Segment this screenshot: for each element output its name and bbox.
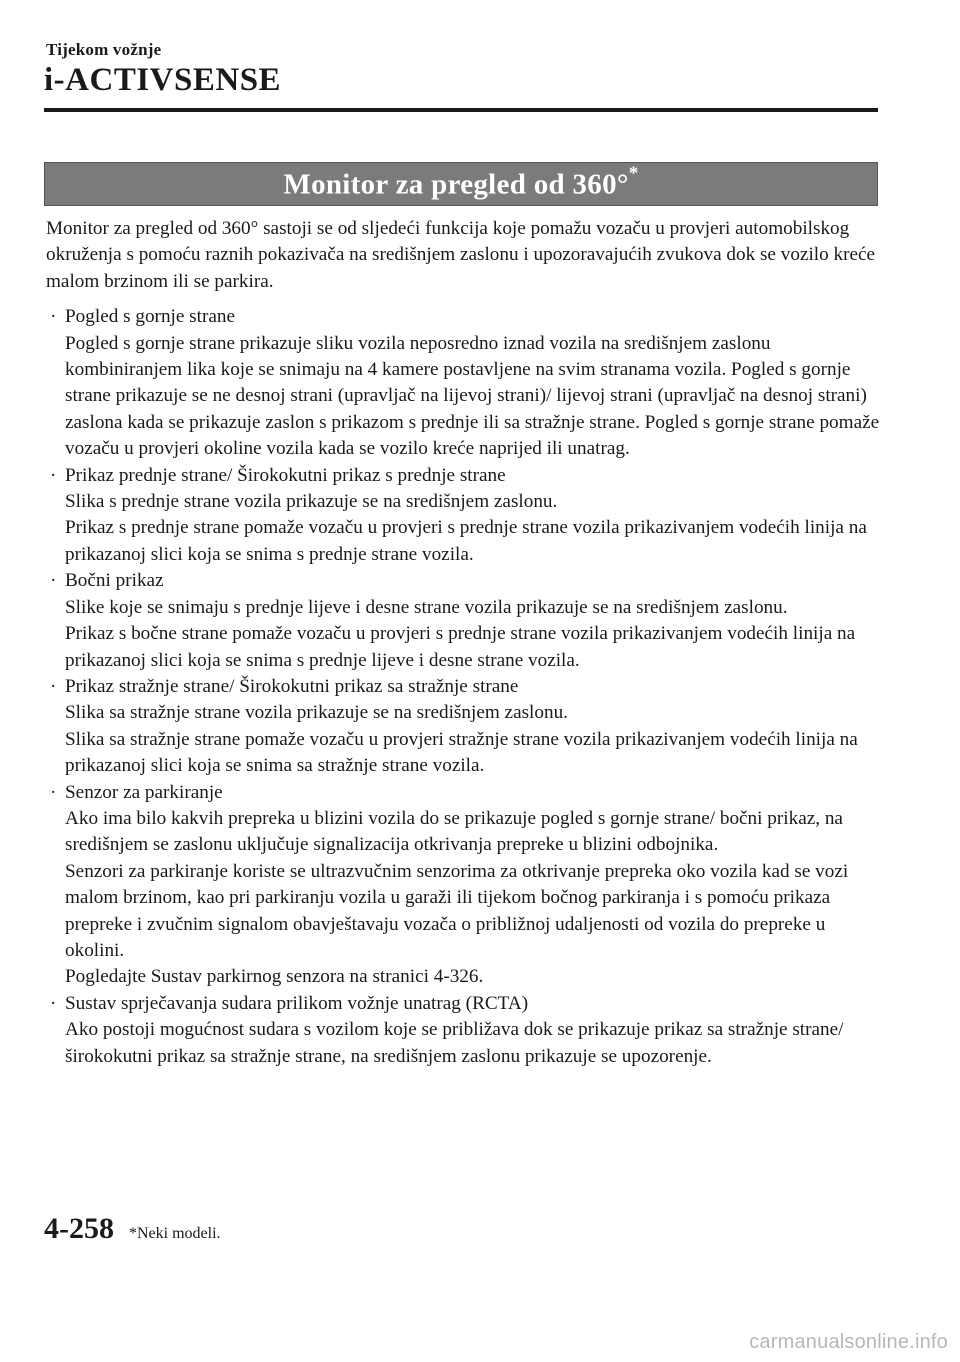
bullet-dot: · [50, 675, 57, 697]
section-title: i-ACTIVSENSE [44, 62, 282, 98]
feature-item [46, 674, 882, 780]
feature-description: Slika sa stražnje strane vozila prikazuje se na središnjem zaslonu. [65, 702, 568, 724]
body-content [46, 216, 882, 1070]
feature-title: Bočni prikaz [65, 570, 164, 592]
feature-title: Prikaz stražnje strane/ Širokokutni prikaz sa stražnje strane [65, 675, 519, 697]
watermark: carmanualsonline.info [749, 1331, 948, 1353]
feature-title: Sustav sprječavanja sudara prilikom vožnje unatrag (RCTA) [65, 992, 529, 1014]
feature-description: Slika sa stražnje strane pomaže vozaču u provjeri stražnje strane vozila prikazivanjem vodećih linija na prikazanoj slici koja se snima sa stražnje strane vozila. [65, 728, 858, 777]
feature-title: Prikaz prednje strane/ Širokokutni prikaz s prednje strane [65, 464, 506, 486]
intro-paragraph: Monitor za pregled od 360° sastoji se od sljedeći funkcija koje pomažu vozaču u provjeri automobilskog okruženja s pomoću raznih pokazivača na središnjem zaslonu i upozoravajućih zvukova dok se vozilo kreće malom brzinom ili se parkira. [46, 218, 876, 292]
section-kicker: Tijekom vožnje [46, 40, 162, 59]
feature-description: Slike koje se snimaju s prednje lijeve i desne strane vozila prikazuje se na središnjem zaslonu. [65, 596, 788, 618]
topic-title-text: Monitor za pregled od 360° [283, 168, 629, 201]
footnote-mark: * [628, 162, 639, 184]
bullet-dot: · [50, 570, 57, 592]
feature-item [46, 463, 882, 569]
feature-description: Prikaz s prednje strane pomaže vozaču u provjeri s prednje strane vozila prikazivanjem vodećih linija na prikazanoj slici koja se snima s prednje strane vozila. [65, 517, 867, 565]
feature-description: Pogled s gornje strane prikazuje sliku vozila neposredno iznad vozila na središnjem zaslonu kombiniranjem lika koje se snimaju na 4 kamere postavljene na svim stranama vozila. Pogled s gornje strane prikazuje se ne desnoj strani (upravljač na lijevoj strani)/ lijevoj strani (upravljač na desnoj strani) zaslona kada se prikazuje zaslon s prikazom s prednje ili sa stražnje strane. Pogled s gornje strane pomaže vozaču u provjeri okoline vozila kada se vozilo kreće naprijed ili unatrag. [65, 332, 880, 460]
feature-description: Ako ima bilo kakvih prepreka u blizini vozila do se prikazuje pogled s gornje strane/ bočni prikaz, na središnjem se zaslonu uključuje signalizacija otkrivanja prepreke u blizini odbojnika. [65, 807, 843, 856]
feature-description: Pogledajte Sustav parkirnog senzora na stranici 4-326. [65, 966, 484, 988]
page-number: 4-258 [44, 1212, 114, 1245]
bullet-dot: · [50, 464, 57, 486]
feature-item [46, 568, 882, 674]
feature-list [46, 304, 882, 1070]
bullet-dot: · [50, 306, 57, 328]
feature-title: Pogled s gornje strane [65, 306, 235, 328]
feature-description: Prikaz s bočne strane pomaže vozaču u provjeri s prednje strane vozila prikazivanjem vodećih linija na prikazanoj slici koja se snima s prednje lijeve i desne strane vozila. [65, 623, 856, 671]
bullet-dot: · [50, 992, 57, 1014]
feature-item [46, 780, 882, 991]
feature-item [46, 304, 882, 462]
feature-description: Ako postoji mogućnost sudara s vozilom koje se približava dok se prikazuje prikaz sa stražnje strane/ širokokutni prikaz sa stražnje strane, na središnjem zaslonu prikazuje se upozorenje. [65, 1019, 844, 1067]
feature-title: Senzor za parkiranje [65, 781, 223, 803]
footnote: *Neki modeli. [129, 1225, 221, 1242]
topic-title [283, 162, 639, 202]
bullet-dot: · [50, 781, 57, 803]
feature-description: Slika s prednje strane vozila prikazuje se na središnjem zaslonu. [65, 491, 558, 513]
topic-banner [44, 162, 878, 206]
header-rule [44, 108, 878, 112]
feature-item [46, 991, 882, 1070]
feature-description: Senzori za parkiranje koriste se ultrazvučnim senzorima za otkrivanje prepreka oko vozila kad se vozi malom brzinom, kao pri parkiranju vozila u garaži ili tijekom bočnog parkiranja i s pomoću prikaza prepreke i zvučnim signalom obavještavaju vozača o približnoj udaljenosti od vozila do prepreke u okolini. [65, 860, 849, 961]
